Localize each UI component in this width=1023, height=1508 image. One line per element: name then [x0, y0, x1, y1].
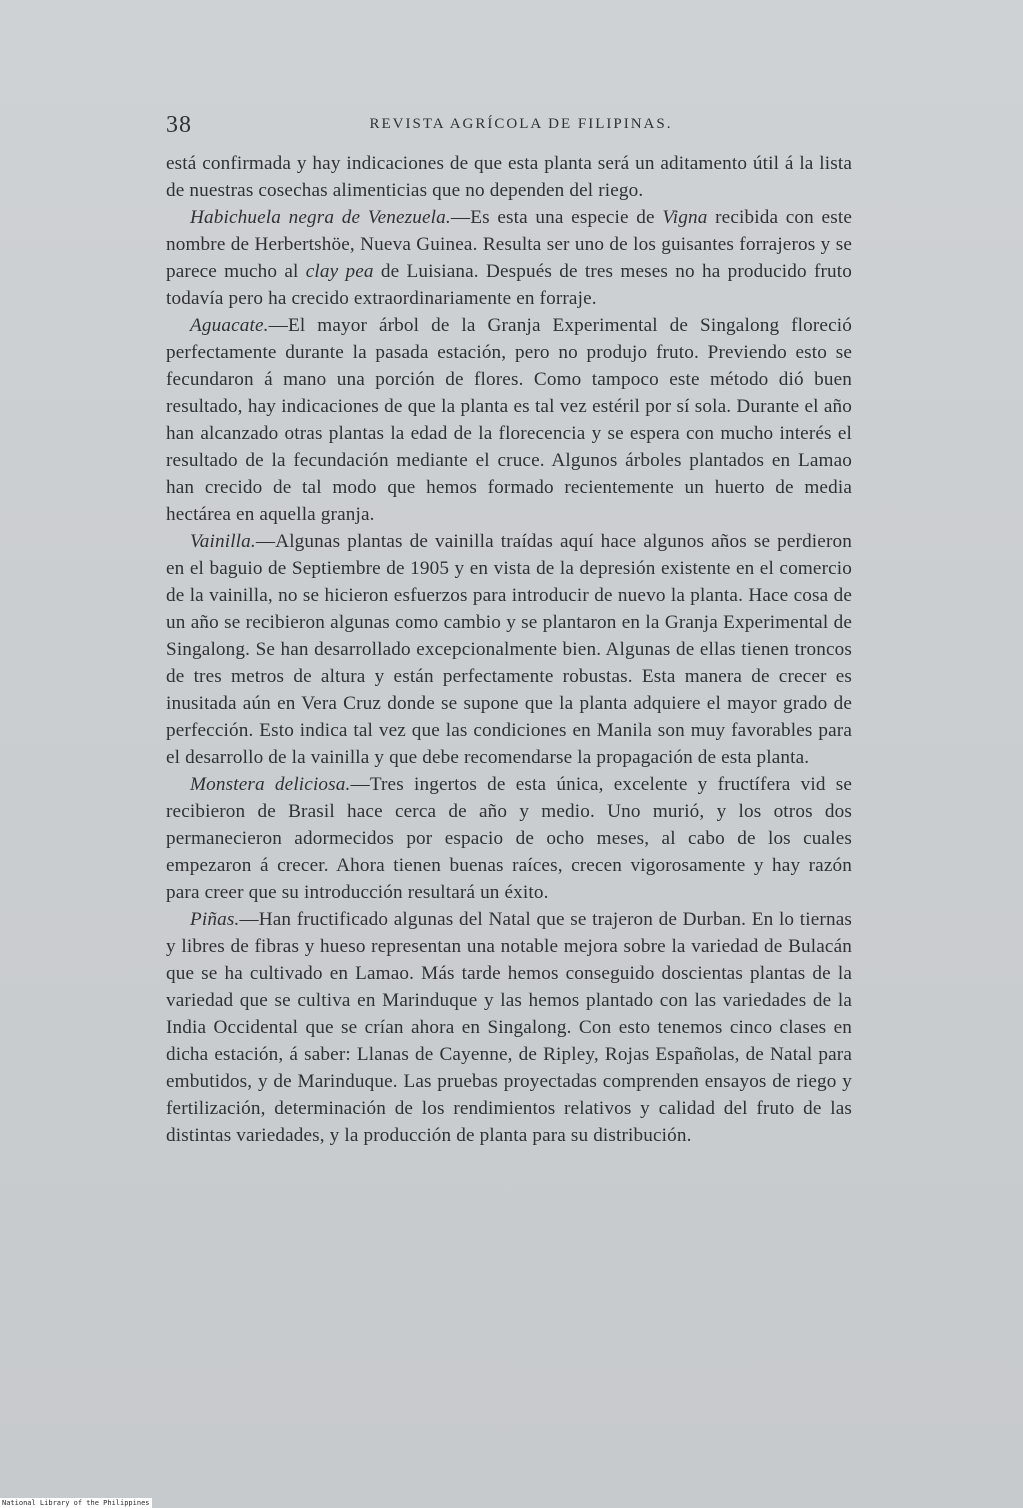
library-credit: National Library of the Philippines	[2, 1499, 150, 1507]
paragraph-pinas	[166, 906, 852, 1149]
paragraph-label: Habichuela negra de Venezuela.	[190, 207, 451, 228]
paragraph-label: Piñas.	[190, 909, 240, 930]
paragraph-habichuela	[166, 204, 852, 312]
paragraph-text: está confirmada y hay indicaciones de que esta planta será un aditamento útil á la lista de nuestras cosechas alimenticias que no dependen del riego.	[166, 153, 852, 201]
paragraph-text: —Han fructificado algunas del Natal que se trajeron de Durban. En lo tiernas y libres de fibras y hueso representan una notable mejora sobre la variedad de Bulacán que se ha cultivado en Lamao. Más tarde hemos conseguido doscientas plantas de la variedad que se cultiva en Marinduque y las hemos plantado con las variedades de la India Occidental que se crían ahora en Singalong. Con esto tenemos cinco clases en dicha estación, á saber: Llanas de Cayenne, de Ripley, Rojas Españolas, de Natal para embutidos, y de Marinduque. Las pruebas proyectadas comprenden ensayos de riego y fertilización, determinación de los rendimientos relativos y calidad del fruto de las distintas variedades, y la producción de planta para su distribución.	[166, 909, 852, 1146]
italic-term: Vigna	[662, 207, 708, 228]
paragraph-vainilla	[166, 528, 852, 771]
paragraph-label: Vainilla.	[190, 531, 256, 552]
paragraph-aguacate	[166, 312, 852, 528]
paragraph-label: Aguacate.	[190, 315, 269, 336]
italic-term: clay pea	[305, 261, 374, 282]
running-title: REVISTA AGRÍCOLA DE FILIPINAS.	[369, 116, 673, 132]
paragraph-text: —Algunas plantas de vainilla traídas aquí hace algunos años se perdieron en el baguio de Septiembre de 1905 y en vista de la depresión existente en el comercio de la vainilla, no se hicieron esfuerzos para introducir de nuevo la planta. Hace cosa de un año se recibieron algunas como cambio y se plantaron en la Granja Experimental de Singalong. Se han desarrollado excepcionalmente bien. Algunas de ellas tienen troncos de tres metros de altura y están perfectamente robustas. Esta manera de crecer es inusitada aún en Vera Cruz donde se supone que la planta adquiere el mayor grado de perfección. Esto indica tal vez que las condiciones en Manila son muy favorables para el desarrollo de la vainilla y que debe recomendarse la propagación de esta planta.	[166, 531, 852, 768]
paragraph-text: —Tres ingertos de esta única, excelente y fructífera vid se recibieron de Brasil hace cerca de año y medio. Uno murió, y los otros dos permanecieron adormecidos por espacio de ocho meses, al cabo de los cuales empezaron á crecer. Ahora tienen buenas raíces, crecen vigorosamente y hay razón para creer que su introducción resultará un éxito.	[166, 774, 853, 903]
paragraph-monstera	[166, 771, 852, 906]
article-body	[166, 150, 852, 1149]
paragraph-text: recibida con este nombre de Herbertshöe, Nueva Guinea. Resulta ser uno de los guisantes forrajeros y se parece mucho al	[166, 207, 852, 282]
page-number: 38	[166, 112, 192, 138]
paragraph-text: —Es esta una especie de	[450, 207, 663, 228]
page-header	[166, 112, 856, 142]
paragraph-text: —El mayor árbol de la Granja Experimental de Singalong floreció perfectamente durante la pasada estación, pero no produjo fruto. Previendo esto se fecundaron á mano una porción de flores. Como tampoco este método dió buen resultado, hay indicaciones de que la planta es tal vez estéril por sí sola. Durante el año han alcanzado otras plantas la edad de la florecencia y se espera con mucho interés el resultado de la fecundación mediante el cruce. Algunos árboles plantados en Lamao han crecido de tal modo que hemos formado recientemente un huerto de media hectárea en aquella granja.	[166, 315, 852, 525]
paragraph-text: de Luisiana. Después de tres meses no ha producido fruto todavía pero ha crecido extraordinariamente en forraje.	[166, 261, 852, 309]
paragraph-continuation	[166, 150, 852, 204]
paragraph-label: Monstera deliciosa.	[190, 774, 351, 795]
